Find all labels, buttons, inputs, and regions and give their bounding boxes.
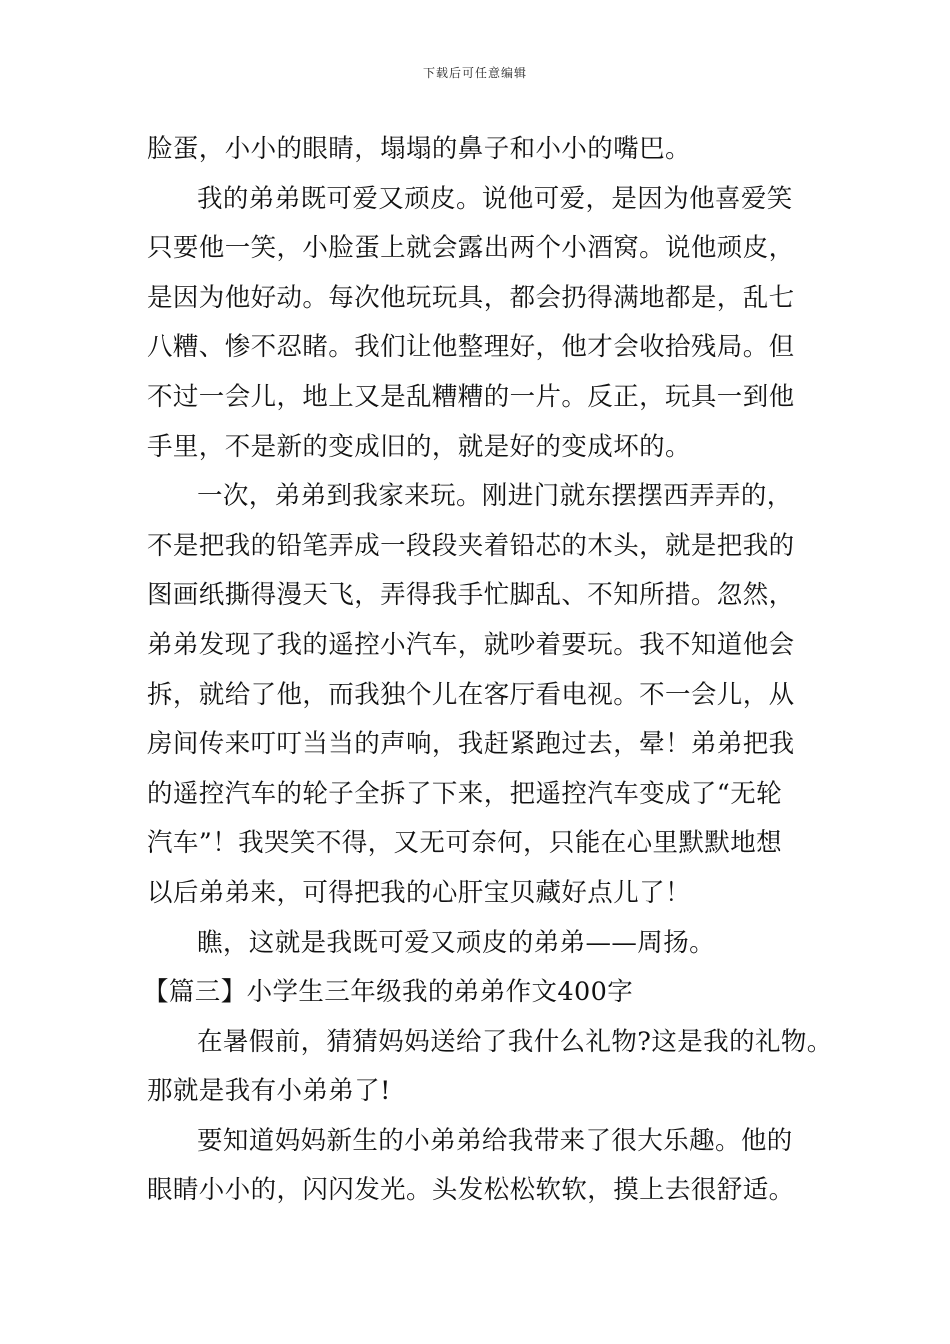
text-line: 不是把我的铅笔弄成一段段夹着铅芯的木头，就是把我的	[147, 530, 795, 561]
paragraph-start-line: 我的弟弟既可爱又顽皮。说他可爱，是因为他喜爱笑	[197, 183, 793, 214]
text-line: 的遥控汽车的轮子全拆了下来，把遥控汽车变成了“无轮	[147, 778, 783, 809]
text-line: 那就是我有小弟弟了!	[147, 1076, 391, 1107]
text-line: 是因为他好动。每次他玩玩具，都会扔得满地都是，乱七	[147, 282, 795, 313]
text-line: 汽车”！我哭笑不得，又无可奈何，只能在心里默默地想	[147, 828, 783, 859]
paragraph-start-line: 一次，弟弟到我家来玩。刚进门就东摆摆西弄弄的，	[197, 481, 793, 512]
page-header: 下载后可任意编辑	[422, 66, 527, 80]
text-line: 只要他一笑，小脸蛋上就会露出两个小酒窝。说他顽皮，	[147, 233, 795, 264]
text-line: 八糟、惨不忍睹。我们让他整理好，他才会收拾残局。但	[147, 332, 795, 363]
section-heading: 【篇三】小学生三年级我的弟弟作文400字	[143, 977, 634, 1008]
paragraph-start-line: 要知道妈妈新生的小弟弟给我带来了很大乐趣。他的	[197, 1125, 793, 1156]
text-line: 不过一会儿，地上又是乱糟糟的一片。反正，玩具一到他	[147, 381, 795, 412]
paragraph-start-line: 瞧，这就是我既可爱又顽皮的弟弟——周扬。	[197, 927, 716, 958]
text-line: 眼睛小小的，闪闪发光。头发松松软软，摸上去很舒适。	[147, 1175, 795, 1206]
text-line: 手里，不是新的变成旧的，就是好的变成坏的。	[147, 431, 691, 462]
text-line: 图画纸撕得漫天飞，弄得我手忙脚乱、不知所措。忽然，	[147, 580, 795, 611]
paragraph-start-line: 在暑假前，猜猜妈妈送给了我什么礼物?这是我的礼物。	[197, 1026, 833, 1057]
text-line: 房间传来叮叮当当的声响，我赶紧跑过去，晕！弟弟把我	[147, 729, 795, 760]
text-line: 以后弟弟来，可得把我的心肝宝贝藏好点儿了！	[147, 877, 691, 908]
document-body	[143, 131, 847, 1222]
text-line: 拆，就给了他，而我独个儿在客厅看电视。不一会儿，从	[147, 679, 795, 710]
text-line: 脸蛋，小小的眼睛，塌塌的鼻子和小小的嘴巴。	[147, 134, 691, 164]
text-line: 弟弟发现了我的遥控小汽车，就吵着要玩。我不知道他会	[147, 629, 795, 660]
